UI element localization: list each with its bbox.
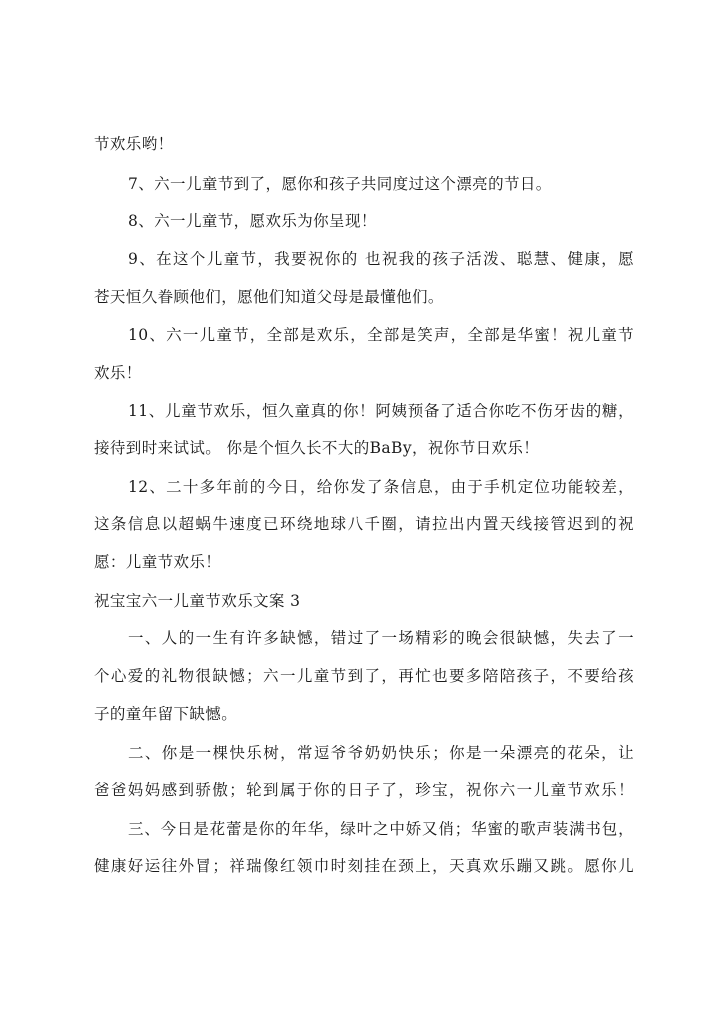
text-line: 个心爱的礼物很缺憾；六一儿童节到了，再忙也要多陪陪孩子，不要给孩 xyxy=(94,667,634,685)
section-heading: 祝宝宝六一儿童节欢乐文案 3 xyxy=(94,592,301,610)
text-line: 三、今日是花蕾是你的年华，绿叶之中娇又俏；华蜜的歌声装满书包， xyxy=(128,820,634,838)
text-line: 接待到时来试试。 你是个恒久长不大的BaBy，祝你节日欢乐！ xyxy=(94,439,540,457)
text-line: 10、六一儿童节，全部是欢乐，全部是笑声，全部是华蜜！祝儿童节 xyxy=(128,326,634,344)
text-line: 7、六一儿童节到了，愿你和孩子共同度过这个漂亮的节日。 xyxy=(128,175,552,193)
text-line: 二、你是一棵快乐树，常逗爷爷奶奶快乐；你是一朵漂亮的花朵，让 xyxy=(128,744,634,762)
text-line: 健康好运往外冒；祥瑞像红领巾时刻挂在颈上，天真欢乐蹦又跳。愿你儿 xyxy=(94,857,634,875)
text-line: 爸爸妈妈感到骄傲；轮到属于你的日子了，珍宝，祝你六一儿童节欢乐！ xyxy=(94,781,634,799)
text-line: 12、二十多年前的今日，给你发了条信息，由于手机定位功能较差， xyxy=(128,478,634,496)
text-line: 愿：儿童节欢乐！ xyxy=(94,553,222,571)
text-line: 苍天恒久眷顾他们，愿他们知道父母是最懂他们。 xyxy=(94,288,444,306)
text-line: 节欢乐哟！ xyxy=(94,135,174,153)
text-line: 11、儿童节欢乐，恒久童真的你！阿姨预备了适合你吃不伤牙齿的糖， xyxy=(128,402,634,420)
text-line: 9、在这个儿童节，我要祝你的 也祝我的孩子活泼、聪慧、健康，愿 xyxy=(128,250,634,268)
text-line: 子的童年留下缺憾。 xyxy=(94,705,238,723)
text-line: 欢乐！ xyxy=(94,364,142,382)
text-line: 这条信息以超蜗牛速度已环绕地球八千圈，请拉出内置天线接管迟到的祝 xyxy=(94,515,634,533)
text-line: 8、六一儿童节，愿欢乐为你呈现！ xyxy=(128,212,377,230)
text-line: 一、人的一生有许多缺憾，错过了一场精彩的晚会很缺憾，失去了一 xyxy=(128,629,634,647)
